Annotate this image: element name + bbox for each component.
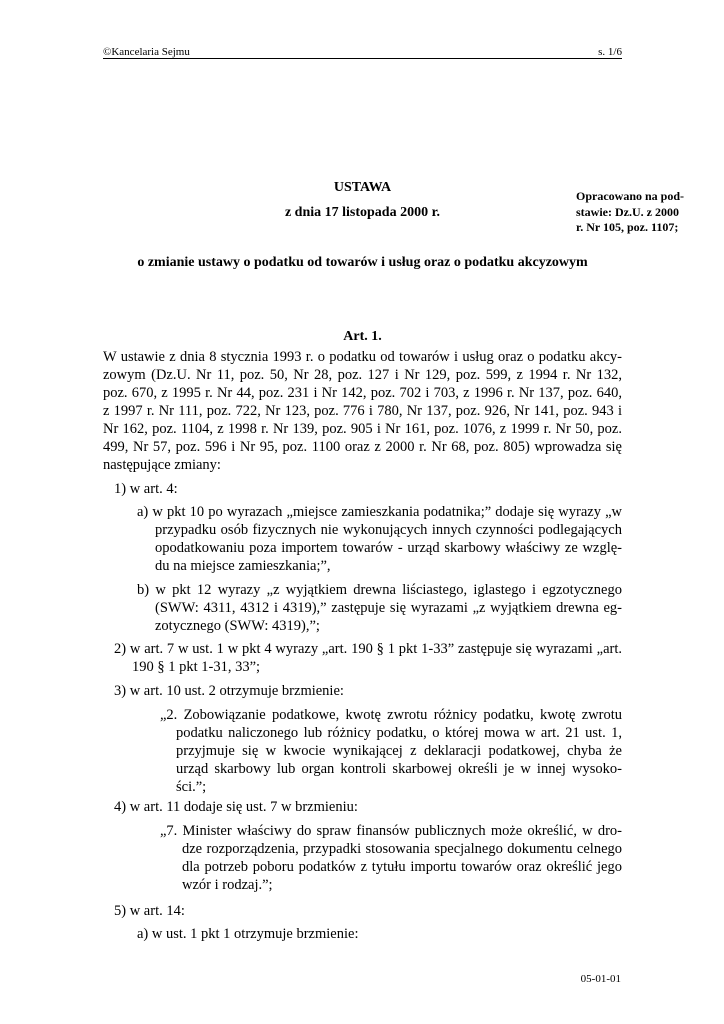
text-line: 190 § 1 pkt 1-31, 33”; xyxy=(132,659,261,675)
text-line: dla potrzeb poboru podatków z tytułu importu towarów oraz określić jego xyxy=(182,859,622,875)
text-line: przyjmuje się w kwocie wynikającej z deklaracji podatkowej, chyba że xyxy=(176,743,622,759)
point-3 xyxy=(114,682,622,700)
text-line: opodatkowaniu poza importem towarów - urząd skarbowy właściwy ze wzglę- xyxy=(155,540,622,556)
text-line: 5) w art. 14: xyxy=(114,903,185,919)
document-subject: o zmianie ustawy o podatku od towarów i usług oraz o podatku akcyzowym xyxy=(137,255,588,270)
text-line: wzór i rodzaj.”; xyxy=(182,877,273,893)
source-note-line: r. Nr 105, poz. 1107; xyxy=(576,220,679,234)
text-line: b) w pkt 12 wyrazy „z wyjątkiem drewna liściastego, iglastego i egzotycznego xyxy=(137,582,622,598)
document-date: z dnia 17 listopada 2000 r. xyxy=(284,205,441,220)
article-title: Art. 1. xyxy=(343,329,382,344)
source-note-line: stawie: Dz.U. z 2000 xyxy=(576,204,679,219)
point-2 xyxy=(114,640,622,676)
text-line: ści.”; xyxy=(176,779,207,795)
text-line: du na miejsce zamieszkania;”, xyxy=(155,558,331,574)
text-line: a) w pkt 10 po wyrazach „miejsce zamieszkania podatnika;” dodaje się wyrazy „w xyxy=(137,504,622,520)
header-page-number: s. 1/6 xyxy=(598,46,622,58)
text-line: podatku naliczonego lub różnicy podatku, o której mowa w art. 21 ust. 1, xyxy=(176,725,622,741)
text-line: dze rozporządzenia, przypadki stosowania specjalnego dokumentu celnego xyxy=(182,841,622,857)
source-note-line: Opracowano na pod- xyxy=(576,189,685,203)
text-line: 3) w art. 10 ust. 2 otrzymuje brzmienie: xyxy=(114,683,344,699)
text-line: Nr 162, poz. 1104, z 1998 r. Nr 139, poz. 905 i Nr 161, poz. 1076, z 1999 r. Nr 50, poz. xyxy=(103,421,622,437)
document-title: USTAWA xyxy=(333,180,392,195)
text-line: „7. Minister właściwy do spraw finansów publicznych może określić, w dro- xyxy=(160,823,622,839)
intro-paragraph xyxy=(103,348,622,474)
text-line: z 1997 r. Nr 111, poz. 722, Nr 123, poz. 776 i 780, Nr 137, poz. 926, Nr 141, poz. 943 i xyxy=(103,403,622,419)
point-1a xyxy=(137,503,622,575)
text-line: zowym (Dz.U. Nr 11, poz. 50, Nr 28, poz. 127 i Nr 129, poz. 599, z 1994 r. Nr 132, xyxy=(103,367,622,383)
text-line: 499, Nr 57, poz. 596 i Nr 95, poz. 1100 oraz z 2000 r. Nr 68, poz. 805) wprowadza się xyxy=(103,439,622,455)
text-line: „2. Zobowiązanie podatkowe, kwotę zwrotu różnicy podatku, kwotę zwrotu xyxy=(160,707,622,723)
point-1b xyxy=(137,581,622,635)
text-line: przypadku osób fizycznych nie wykonujących innych czynności podlegających xyxy=(155,522,622,538)
point-5 xyxy=(114,902,622,920)
text-line: zotycznego (SWW: 4319),”; xyxy=(155,618,320,634)
point-3-quote xyxy=(160,706,622,796)
point-4-quote xyxy=(160,822,622,894)
header-publisher: ©Kancelaria Sejmu xyxy=(103,46,190,58)
text-line: 4) w art. 11 dodaje się ust. 7 w brzmieniu: xyxy=(114,799,358,815)
text-line: 2) w art. 7 w ust. 1 w pkt 4 wyrazy „art. 190 § 1 pkt 1-33” zastępuje się wyrazami „art. xyxy=(114,641,622,657)
text-line: a) w ust. 1 pkt 1 otrzymuje brzmienie: xyxy=(137,926,359,942)
text-line: 1) w art. 4: xyxy=(114,481,178,497)
text-line: urząd skarbowy lub organ kontroli skarbowej określi je w innej wysoko- xyxy=(176,761,622,777)
page-footer-date: 05-01-01 xyxy=(580,973,621,985)
text-line: W ustawie z dnia 8 stycznia 1993 r. o podatku od towarów i usług oraz o podatku akcy- xyxy=(103,349,622,365)
point-5a xyxy=(137,925,622,943)
text-line: poz. 670, z 1995 r. Nr 44, poz. 231 i Nr 142, poz. 702 i 703, z 1996 r. Nr 137, poz. 640, xyxy=(103,385,622,401)
point-1 xyxy=(114,480,622,498)
text-line: następujące zmiany: xyxy=(103,457,221,473)
page-header xyxy=(103,46,622,59)
point-4 xyxy=(114,798,622,816)
text-line: (SWW: 4311, 4312 i 4319),” zastępuje się wyrazami „z wyjątkiem drewna eg- xyxy=(155,600,622,616)
